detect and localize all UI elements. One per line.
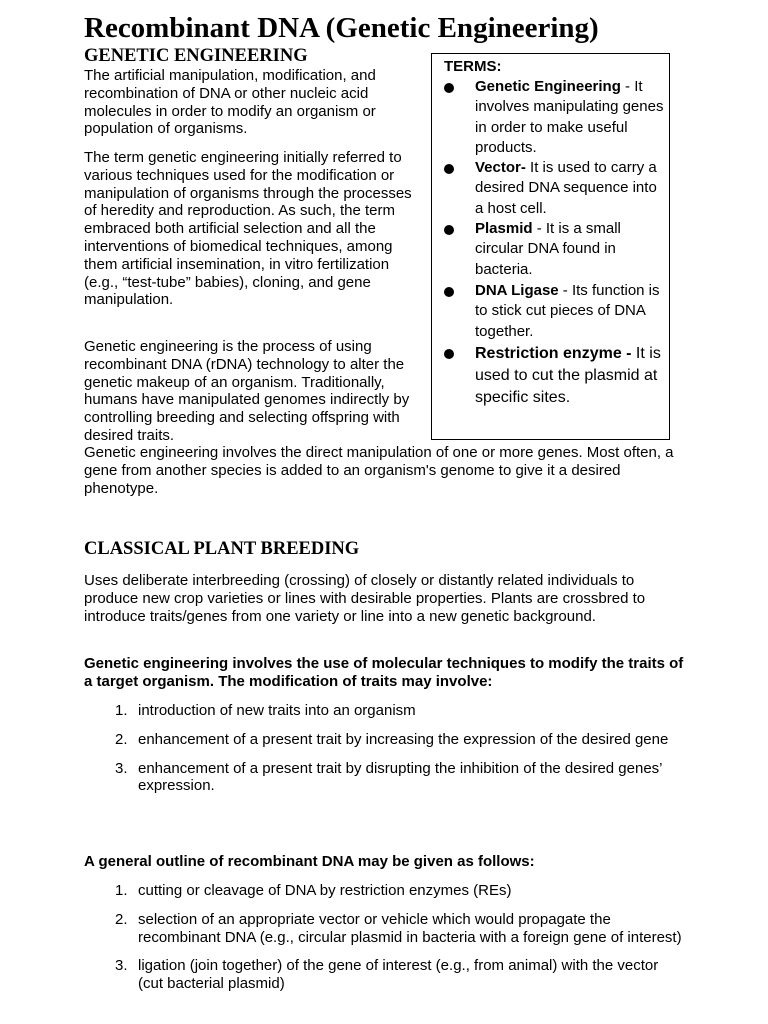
term-definition: It is used to cut the plasmid at specific sites. <box>475 345 661 406</box>
list-item: 3. enhancement of a present trait by disrupting the inhibition of the desired genes’ expression. <box>115 759 662 795</box>
terms-box <box>431 53 670 440</box>
page-title: Recombinant DNA (Genetic Engineering) <box>84 12 599 44</box>
term-name: Restriction enzyme - <box>475 345 632 362</box>
paragraph-plant-breeding: Uses deliberate interbreeding (crossing) of closely or distantly related individuals to produce new crop varieties or lines with desirable properties. Plants are crossbred to introduce traits/genes from one variety or line into a new genetic background. <box>84 572 646 625</box>
term-definition: - It is a small circular DNA found in bacteria. <box>475 220 621 278</box>
term-name: Vector- <box>475 159 526 176</box>
term-name: Plasmid <box>475 220 533 237</box>
modification-list <box>84 702 684 795</box>
term-name: Genetic Engineering <box>475 78 621 95</box>
term-name: DNA Ligase <box>475 282 559 299</box>
bullet-icon <box>444 164 454 174</box>
term-definition: It is used to carry a desired DNA sequence into a host cell. <box>475 159 657 217</box>
section-heading-genetic-engineering: GENETIC ENGINEERING <box>84 46 308 66</box>
bullet-icon <box>444 83 454 93</box>
list-item: 2. selection of an appropriate vector or vehicle which would propagate the recombinant DNA (e.g., circular plasmid in bacteria with a foreign gene of interest) <box>115 910 682 946</box>
list-item: 3. ligation (join together) of the gene of interest (e.g., from animal) with the vector (cut bacterial plasmid) <box>115 957 659 993</box>
list-item: 1. introduction of new traits into an organism <box>115 702 416 719</box>
paragraph-rdna-narrow: Genetic engineering is the process of using recombinant DNA (rDNA) technology to alter the genetic makeup of an organism. Traditionally, humans have manipulated genomes indirectly by controlling breeding and selecting offspring with desired traits. <box>84 338 410 444</box>
section-heading-classical-plant-breeding: CLASSICAL PLANT BREEDING <box>84 539 360 559</box>
outline-list <box>84 882 684 993</box>
terms-heading: TERMS: <box>444 58 502 75</box>
paragraph-rdna-wide: Genetic engineering involves the direct manipulation of one or more genes. Most often, a gene from another species is added to an organism's genome to give it a desired phenotype. <box>84 444 674 497</box>
term-definition: - It involves manipulating genes in order to make useful products. <box>475 78 664 156</box>
outline-heading: A general outline of recombinant DNA may be given as follows: <box>84 853 535 870</box>
bullet-icon <box>444 287 454 297</box>
term-definition: - Its function is to stick cut pieces of DNA together. <box>475 282 660 340</box>
list-item: 2. enhancement of a present trait by increasing the expression of the desired gene <box>115 730 669 748</box>
list-item: 1. cutting or cleavage of DNA by restriction enzymes (REs) <box>115 882 512 899</box>
paragraph-modification-intro: Genetic engineering involves the use of molecular techniques to modify the traits of a target organism. The modification of traits may involve: <box>84 655 684 690</box>
paragraph-definition: The artificial manipulation, modification, and recombination of DNA or other nucleic acid molecules in order to modify an organism or population of organisms. <box>84 67 376 138</box>
bullet-icon <box>444 225 454 235</box>
paragraph-history: The term genetic engineering initially referred to various techniques used for the modification or manipulation of organisms through the processes of heredity and reproduction. As such, the term embraced both artificial selection and all the interventions of biomedical techniques, among them artificial insemination, in vitro fertilization (e.g., “test-tube” babies), cloning, and gene manipulation. <box>84 149 412 309</box>
bullet-icon <box>444 349 454 359</box>
